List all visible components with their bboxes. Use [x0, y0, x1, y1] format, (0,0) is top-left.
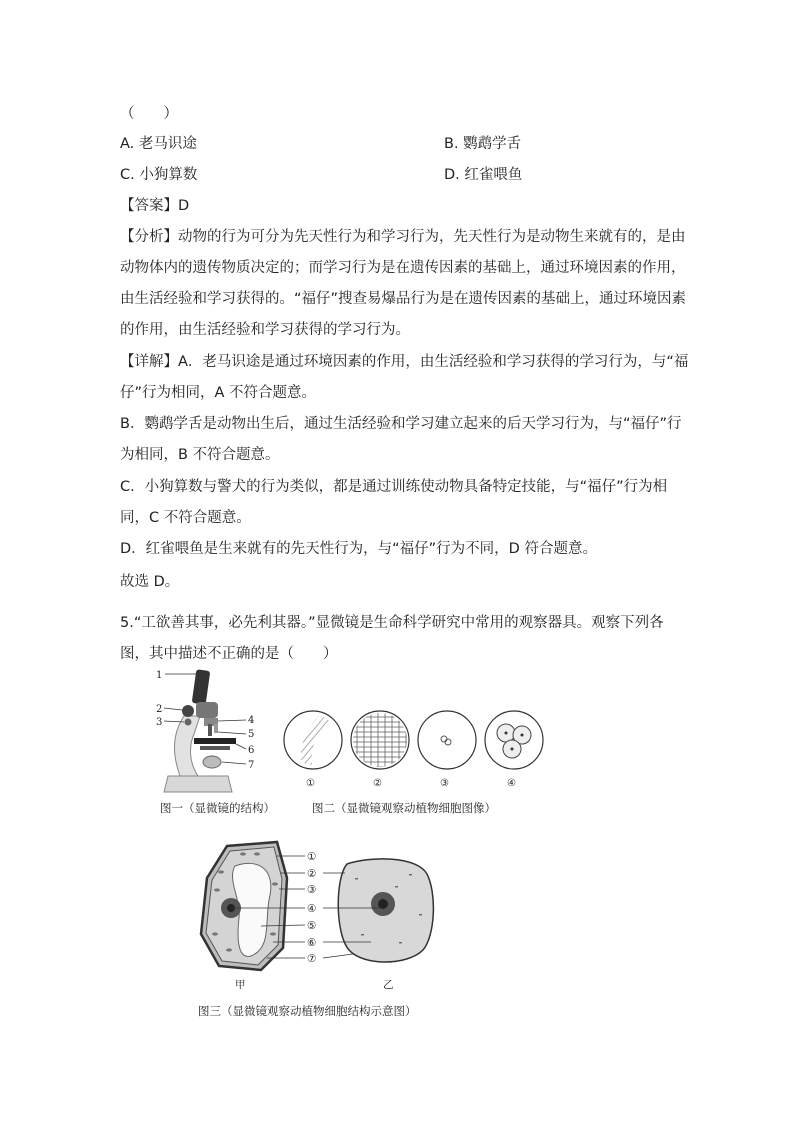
- option-d: D. 红雀喂鱼: [444, 167, 523, 183]
- cell-label-4: ④: [307, 903, 317, 915]
- coarse-knob: [182, 705, 194, 717]
- cell-label-5: ⑤: [307, 920, 317, 932]
- view-label-3: ③: [440, 778, 449, 789]
- detail-line-6: 同，C 不符合题意。: [120, 510, 251, 526]
- view-label-2: ②: [373, 778, 382, 789]
- option-c: C. 小狗算数: [120, 167, 198, 183]
- detail-line-5: C．小狗算数与警犬的行为类似，都是通过训练使动物具备特定技能，与“福仔”行为相: [120, 479, 668, 495]
- q5-stem-line-2: 图，其中描述不正确的是（ ）: [120, 646, 338, 662]
- detail-line-3: B．鹦鹉学舌是动物出生后，通过生活经验和学习建立起来的后天学习行为，与“福仔”行: [120, 416, 682, 432]
- cell-label-3: ③: [307, 884, 317, 896]
- figure1-caption: 图一（显微镜的结构）: [160, 801, 275, 815]
- q4-paren: （ ）: [120, 106, 178, 122]
- detail-line-8: 故选 D。: [120, 574, 180, 590]
- view-label-4: ④: [507, 778, 516, 789]
- cell-label-6: ⑥: [307, 937, 317, 949]
- detail-line-1: 【详解】A．老马识途是通过环境因素的作用，由生活经验和学习获得的学习行为，与“福: [120, 354, 689, 370]
- cell-name-a: 甲: [235, 979, 246, 991]
- microscope-label-3: 3: [156, 717, 163, 728]
- microscope-diagram: [150, 664, 275, 796]
- detail-line-2: 仔”行为相同，A 不符合题意。: [120, 385, 317, 401]
- option-b: B. 鹦鹉学舌: [444, 136, 522, 152]
- figure3-caption: 图三（显微镜观察动植物细胞结构示意图）: [198, 1004, 417, 1018]
- analysis-line-1: 【分析】动物的行为可分为先天性行为和学习行为，先天性行为是动物生来就有的，是由: [120, 229, 686, 245]
- cell-label-2: ②: [307, 868, 317, 880]
- cell-label-1: ①: [307, 851, 317, 863]
- microscope-label-6: 6: [248, 745, 255, 756]
- microscope-label-4: 4: [248, 715, 255, 726]
- answer: 【答案】D: [120, 198, 190, 214]
- cell-name-b: 乙: [383, 979, 394, 991]
- microscope-label-5: 5: [248, 729, 255, 740]
- analysis-line-4: 的作用，由生活经验和学习获得的学习行为。: [120, 322, 410, 338]
- analysis-line-2: 动物体内的遗传物质决定的；而学习行为是在遗传因素的基础上，通过环境因素的作用，: [120, 260, 686, 276]
- microscope-label-2: 2: [156, 704, 163, 715]
- q5-stem-line-1: 5.“工欲善其事，必先利其器。”显微镜是生命科学研究中常用的观察器具。观察下列各: [120, 615, 664, 631]
- cell-images-diagram: [280, 707, 552, 791]
- cell-label-7: ⑦: [307, 953, 317, 965]
- detail-line-4: 为相同，B 不符合题意。: [120, 447, 280, 463]
- microscope-label-1: 1: [156, 670, 163, 681]
- analysis-line-3: 由生活经验和学习获得的。“福仔”搜查易爆品行为是在遗传因素的基础上，通过环境因素: [120, 291, 687, 307]
- cell-structure-diagram: [195, 838, 445, 994]
- figure2-caption: 图二（显微镜观察动植物细胞图像）: [312, 801, 496, 815]
- option-a: A. 老马识途: [120, 136, 197, 152]
- detail-line-7: D．红雀喂鱼是生来就有的先天性行为，与“福仔”行为不同，D 符合题意。: [120, 541, 597, 557]
- microscope-label-7: 7: [248, 760, 255, 771]
- view-label-1: ①: [306, 778, 315, 789]
